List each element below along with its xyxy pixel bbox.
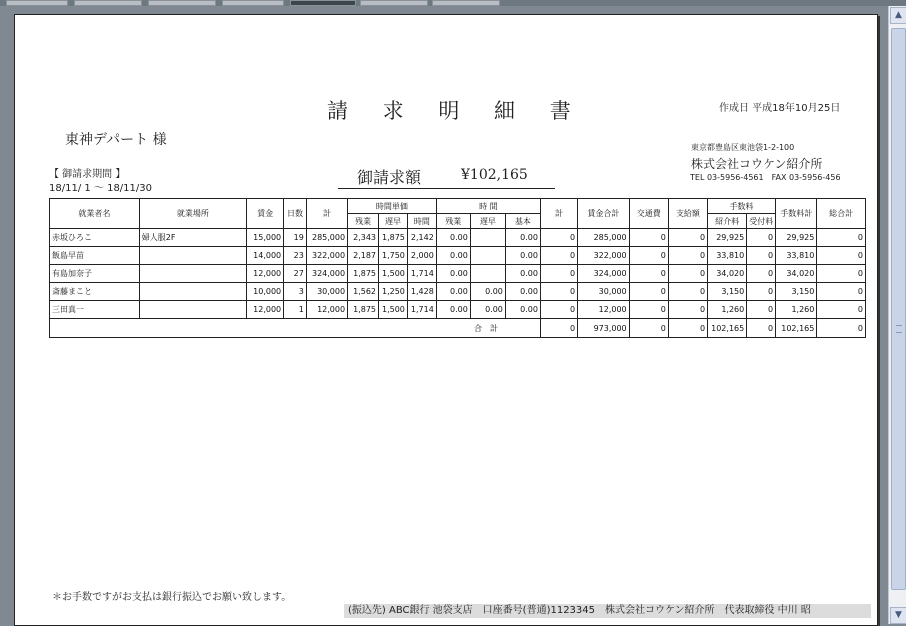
customer-name: 東神デパート 様 (65, 132, 167, 148)
total-row-label: 合 計 (50, 319, 541, 338)
table-cell: 0.00 (436, 229, 470, 247)
preview-area (0, 6, 888, 624)
table-cell (139, 265, 246, 283)
table-cell: 0.00 (505, 247, 540, 265)
table-row (50, 265, 866, 283)
table-cell: 0.00 (505, 283, 540, 301)
table-cell (470, 247, 505, 265)
table-cell: 0 (747, 265, 776, 283)
table-cell: 斎藤まこと (50, 283, 140, 301)
table-cell (139, 247, 246, 265)
invoice-page (14, 14, 878, 626)
table-cell: 0 (629, 265, 668, 283)
table-row (50, 229, 866, 247)
table-row (50, 283, 866, 301)
table-cell: 285,000 (306, 229, 347, 247)
table-body (50, 229, 866, 319)
table-row (50, 301, 866, 319)
table-cell: 1,750 (379, 247, 408, 265)
table-cell: 12,000 (578, 301, 630, 319)
col-hourly-late: 遅早 (379, 214, 408, 229)
table-cell: 0 (747, 247, 776, 265)
col-hourly-overtime: 残業 (348, 214, 379, 229)
table-cell: 0 (668, 265, 707, 283)
table-cell: 1 (284, 301, 307, 319)
table-cell: 0.00 (470, 301, 505, 319)
table-cell: 285,000 (578, 229, 630, 247)
table-cell: 10,000 (247, 283, 284, 301)
table-cell: 0.00 (470, 283, 505, 301)
table-cell (139, 283, 246, 301)
table-cell: 324,000 (306, 265, 347, 283)
table-cell: 29,925 (776, 229, 817, 247)
table-cell: 1,875 (379, 229, 408, 247)
table-cell: 322,000 (578, 247, 630, 265)
table-cell: 0.00 (505, 229, 540, 247)
created-date: 作成日 平成18年10月25日 (719, 103, 841, 114)
page-title: 請 求 明 細 書 (327, 99, 585, 123)
table-cell: 1,500 (379, 265, 408, 283)
grip-icon (896, 325, 902, 333)
total-row (50, 319, 866, 338)
detail-table (49, 198, 866, 338)
table-cell: 0 (629, 301, 668, 319)
table-cell: 3,150 (776, 283, 817, 301)
table-cell: 0 (817, 265, 866, 283)
table-cell: 0 (540, 301, 577, 319)
col-fee-receipt: 受付料 (747, 214, 776, 229)
period-label: 【 御請求期間 】 (49, 169, 126, 180)
col-worker: 就業者名 (50, 199, 140, 229)
table-cell: 1,714 (407, 265, 436, 283)
table-cell: 0 (668, 283, 707, 301)
issuer-name: 株式会社コウケン紹介所 (691, 157, 823, 171)
col-hourly: 時間単価 (348, 199, 437, 214)
total-underline (338, 188, 555, 189)
table-cell (139, 301, 246, 319)
table-cell: 0 (540, 283, 577, 301)
table-cell (470, 265, 505, 283)
table-cell: 0 (747, 301, 776, 319)
table-cell: 34,020 (776, 265, 817, 283)
col-time: 時 間 (436, 199, 540, 214)
table-cell: 12,000 (247, 265, 284, 283)
table-cell: 33,810 (776, 247, 817, 265)
col-time-basic: 基本 (505, 214, 540, 229)
table-cell: 赤坂ひろこ (50, 229, 140, 247)
table-cell: 2,142 (407, 229, 436, 247)
total-cell: 973,000 (578, 319, 630, 338)
col-grand: 総合計 (817, 199, 866, 229)
col-hourly-hour: 時間 (407, 214, 436, 229)
total-amount-value: ¥102,165 (461, 167, 528, 183)
total-cell: 0 (540, 319, 577, 338)
issuer-tel: TEL 03-5956-4561 FAX 03-5956-456 (690, 173, 841, 182)
table-cell: 0 (817, 247, 866, 265)
table-cell: 0 (668, 229, 707, 247)
table-cell: 14,000 (247, 247, 284, 265)
table-cell: 有島加奈子 (50, 265, 140, 283)
payment-note: ＊お手数ですがお支払は銀行振込でお願い致します。 (52, 592, 292, 603)
vertical-scrollbar[interactable] (888, 6, 906, 624)
total-cell: 102,165 (708, 319, 747, 338)
table-cell: 12,000 (306, 301, 347, 319)
table-cell: 30,000 (306, 283, 347, 301)
table-cell: 0 (540, 247, 577, 265)
table-cell: 婦人服2F (139, 229, 246, 247)
col-time-late: 遅早 (470, 214, 505, 229)
scroll-up-button[interactable]: ▲ (890, 7, 906, 24)
col-fee: 手数料 (708, 199, 776, 214)
col-transport: 交通費 (629, 199, 668, 229)
col-time-overtime: 残業 (436, 214, 470, 229)
table-cell: 30,000 (578, 283, 630, 301)
table-cell: 2,000 (407, 247, 436, 265)
table-cell: 23 (284, 247, 307, 265)
table-cell: 0 (817, 283, 866, 301)
table-row (50, 247, 866, 265)
scroll-down-button[interactable]: ▼ (890, 607, 906, 624)
col-wage-total: 賃金合計 (578, 199, 630, 229)
table-cell: 12,000 (247, 301, 284, 319)
table-cell: 0 (629, 283, 668, 301)
table-cell: 1,260 (708, 301, 747, 319)
period-value: 18/11/ 1 〜 18/11/30 (49, 183, 152, 194)
table-cell: 0 (817, 229, 866, 247)
table-cell: 15,000 (247, 229, 284, 247)
total-cell: 0 (668, 319, 707, 338)
table-cell: 0.00 (436, 247, 470, 265)
table-cell: 322,000 (306, 247, 347, 265)
col-place: 就業場所 (139, 199, 246, 229)
table-cell: 34,020 (708, 265, 747, 283)
table-cell: 1,250 (379, 283, 408, 301)
table-cell: 1,875 (348, 265, 379, 283)
table-cell: 0 (668, 247, 707, 265)
total-cell: 0 (817, 319, 866, 338)
issuer-address: 東京都豊島区東池袋1-2-100 (691, 143, 795, 152)
table-cell: 0.00 (436, 301, 470, 319)
table-cell: 1,428 (407, 283, 436, 301)
table-cell: 三田真一 (50, 301, 140, 319)
total-cell: 0 (747, 319, 776, 338)
col-wage: 賃金 (247, 199, 284, 229)
table-cell: 2,343 (348, 229, 379, 247)
table-cell: 1,260 (776, 301, 817, 319)
table-cell: 324,000 (578, 265, 630, 283)
table-cell: 0 (747, 229, 776, 247)
col-sum: 計 (306, 199, 347, 229)
table-cell: 0 (668, 301, 707, 319)
table-cell: 0.00 (436, 265, 470, 283)
total-cell: 0 (629, 319, 668, 338)
table-cell: 0 (540, 229, 577, 247)
table-cell: 27 (284, 265, 307, 283)
table-cell: 2,187 (348, 247, 379, 265)
table-cell: 0 (629, 229, 668, 247)
col-total: 計 (540, 199, 577, 229)
bank-info: (振込先) ABC銀行 池袋支店 口座番号(普通)1123345 株式会社コウケン紹介所 代表取締役 中川 昭 (344, 604, 871, 618)
table-cell: 0 (747, 283, 776, 301)
table-cell: 0.00 (505, 301, 540, 319)
scroll-thumb[interactable] (891, 28, 906, 590)
table-cell: 33,810 (708, 247, 747, 265)
col-fee-referral: 紹介料 (708, 214, 747, 229)
table-cell: 29,925 (708, 229, 747, 247)
table-cell: 飯島早苗 (50, 247, 140, 265)
table-cell: 3,150 (708, 283, 747, 301)
table-cell: 1,714 (407, 301, 436, 319)
table-cell: 1,875 (348, 301, 379, 319)
total-cell: 102,165 (776, 319, 817, 338)
table-cell: 1,562 (348, 283, 379, 301)
col-paid: 支給額 (668, 199, 707, 229)
table-cell: 0.00 (436, 283, 470, 301)
table-cell (470, 229, 505, 247)
col-days: 日数 (284, 199, 307, 229)
table-cell: 0 (817, 301, 866, 319)
table-cell: 0.00 (505, 265, 540, 283)
col-fee-total: 手数料計 (776, 199, 817, 229)
table-cell: 19 (284, 229, 307, 247)
table-cell: 0 (629, 247, 668, 265)
table-cell: 3 (284, 283, 307, 301)
total-amount-label: 御請求額 (357, 168, 422, 187)
table-cell: 1,500 (379, 301, 408, 319)
table-cell: 0 (540, 265, 577, 283)
